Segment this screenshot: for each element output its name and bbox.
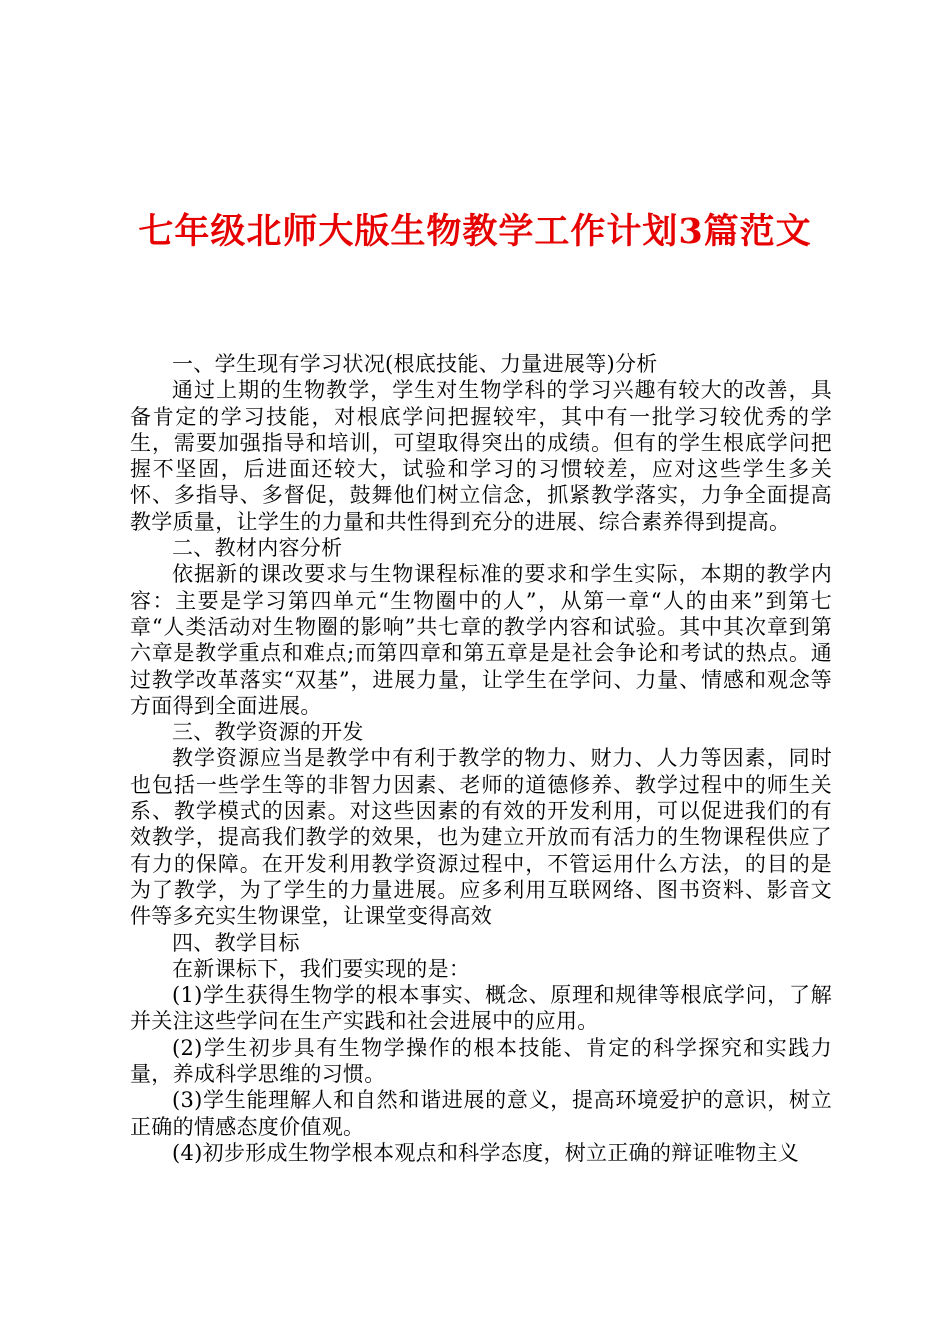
list-item: (2)学生初步具有生物学操作的根本技能、肯定的科学探究和实践力量，养成科学思维的习惯。 [130,1035,832,1087]
document-title: 七年级北师大版生物教学工作计划3篇范文 [138,211,812,252]
body-paragraph: 通过上期的生物教学，学生对生物学科的学习兴趣有较大的改善，具备肯定的学习技能，对根底学问把握较牢，其中有一批学习较优秀的学生，需要加强指导和培训，可望取得突出的成绩。但有的学生根底学问把握不坚固，后进面还较大，试验和学习的习惯较差，应对这些学生多关怀、多指导、多督促，鼓舞他们树立信念，抓紧教学落实，力争全面提高教学质量，让学生的力量和共性得到充分的进展、综合素养得到提高。 [130,378,832,534]
section-heading-2: 二、教材内容分析 [172,536,343,561]
body-paragraph: 在新课标下，我们要实现的是： [172,956,471,981]
list-item: (4)初步形成生物学根本观点和科学态度，树立正确的辩证唯物主义 [172,1140,800,1165]
section-heading-3: 三、教学资源的开发 [172,720,364,745]
document-body [130,351,832,1166]
body-paragraph: 依据新的课改要求与生物课程标准的要求和学生实际，本期的教学内容：主要是学习第四单元“生物圈中的人”，从第一章“人的由来”到第七章“人类活动对生物圈的影响”共七章的教学内容和试验。其中其次章到第六章是教学重点和难点;而第四章和第五章是是社会争论和考试的热点。通过教学改革落实“双基”，进展力量，让学生在学问、力量、情感和观念等方面得到全面进展。 [130,562,832,718]
body-paragraph: 教学资源应当是教学中有利于教学的物力、财力、人力等因素，同时也包括一些学生等的非智力因素、老师的道德修养、教学过程中的师生关系、教学模式的因素。对这些因素的有效的开发利用，可以促进我们的有效教学，提高我们教学的效果，也为建立开放而有活力的生物课程供应了有力的保障。在开发利用教学资源过程中，不管运用什么方法，的目的是为了教学，为了学生的力量进展。应多利用互联网络、图书资料、影音文件等多充实生物课堂，让课堂变得高效 [130,746,832,929]
list-item: (3)学生能理解人和自然和谐进展的意义，提高环境爱护的意识，树立正确的情感态度价值观。 [130,1088,832,1139]
list-item: (1)学生获得生物学的根本事实、概念、原理和规律等根底学问，了解并关注这些学问在生产实践和社会进展中的应用。 [130,983,832,1034]
section-heading-1: 一、学生现有学习状况(根底技能、力量进展等)分析 [172,352,658,376]
section-heading-4: 四、教学目标 [172,930,300,955]
